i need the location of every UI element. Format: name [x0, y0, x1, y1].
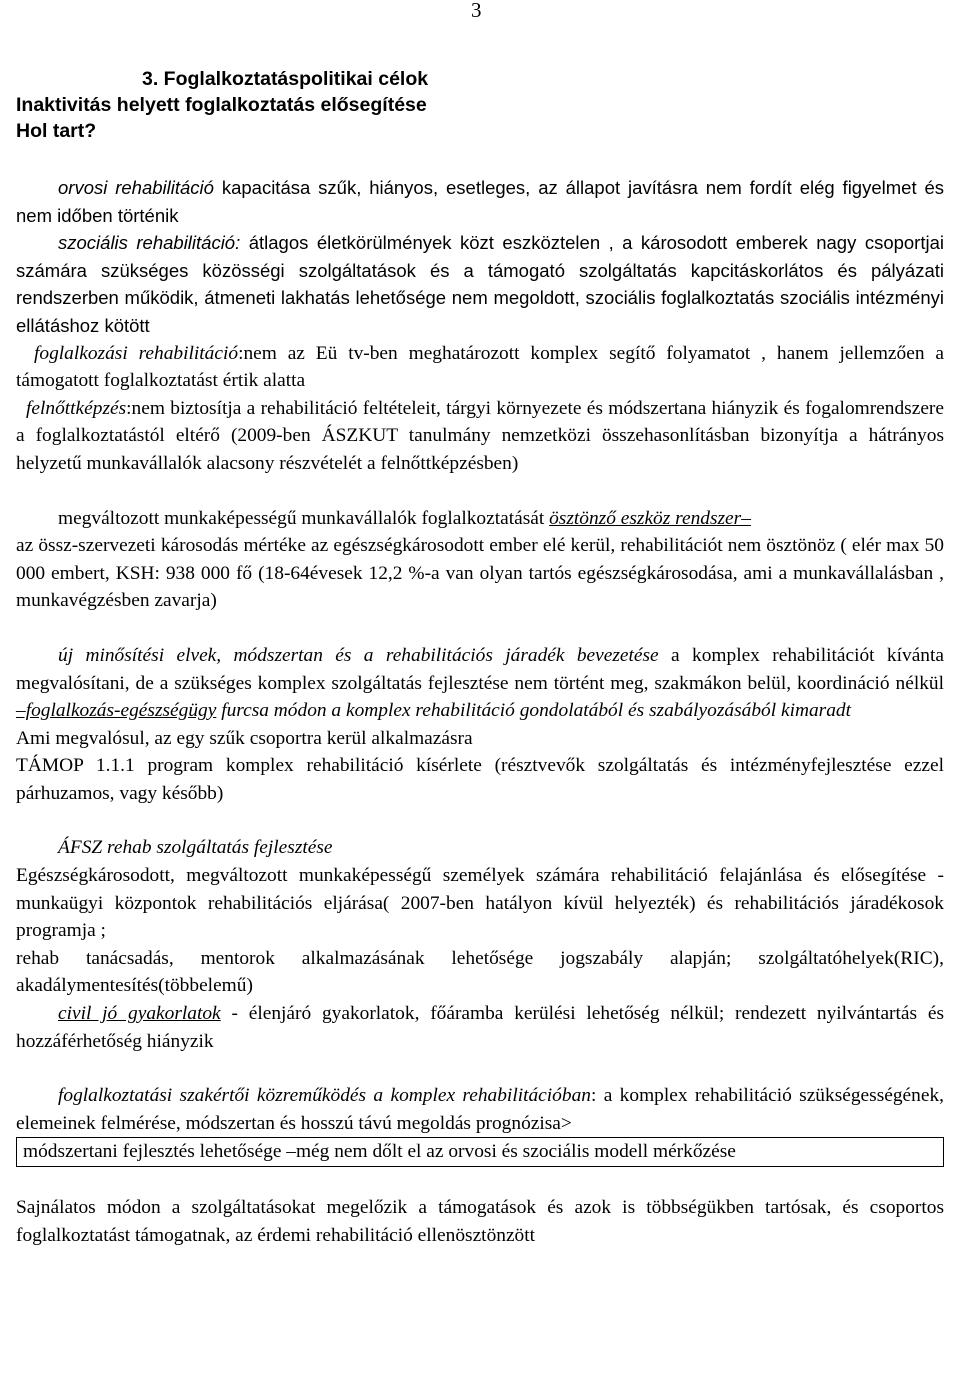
foglalkozas-egeszsegugy-term: –foglalkozás-egészségügy	[16, 700, 217, 722]
felnottkepzes-paragraph: felnőttképzés:nem biztosítja a rehabilitáció feltételeit, tárgyi környezete és módszertana hiányzik és fogalomrendszere a foglalkoztatástól eltérő (2009-ben ÁSZKUT tanulmány nemzetközi összehasonlításban bizonyítja a hátrányos helyzetű munkavállalók alacsony részvételét a felnőttképzésben)	[16, 397, 944, 474]
afsz-text: Egészségkárosodott, megváltozott munkaképességű személyek számára rehabilitáció felajánlása és elősegítése - munkaügyi központok rehabilitációs eljárása( 2007-ben hatályon kívül helyezték) és rehabilitációs járadékosok programja ;	[16, 865, 944, 942]
orvosi-paragraph: orvosi rehabilitáció kapacitása szűk, hiányos, esetleges, az állapot javításra nem fordít elég figyelmet és nem időben történik	[16, 177, 944, 226]
document-body	[16, 66, 944, 1249]
szocialis-paragraph: szociális rehabilitáció: átlagos életkörülmények közt eszköztelen , a károsodott emberek nagy csoportjai számára szükséges közösségi szolgáltatások és a támogató szolgáltatás kapcitáskorlátos és pályázati rendszerben működik, átmeneti lakhatás lehetősége nem megoldott, szociális foglalkoztatás szociális intézményi ellátáshoz kötött	[16, 232, 944, 336]
foglalkozasi-paragraph: foglalkozási rehabilitáció:nem az Eü tv-ben meghatározott komplex segítő folyamatot , hanem jellemzően a támogatott foglalkoztatást értik alatta	[16, 342, 944, 392]
orvosi-term: orvosi rehabilitáció	[58, 177, 214, 198]
closing-paragraph: Sajnálatos módon a szolgáltatásokat megelőzik a támogatások és azok is többségükben tartósak, és csoportos foglalkoztatást támogatnak, az érdemi rehabilitáció ellenösztönzött	[16, 1197, 944, 1246]
section-question: Hol tart?	[16, 120, 97, 142]
osztonzo-term: ösztönző eszköz rendszer–	[549, 507, 751, 529]
afsz-line2: rehab tanácsadás, mentorok alkalmazásának lehetősége jogszabály alapján; szolgáltatóhelyek(RIC), akadálymentesítés(többelemű)	[16, 947, 944, 997]
uj-term: új minősítési elvek, módszertan és a rehabilitációs járadék bevezetése	[58, 644, 659, 666]
felnottkepzes-term: felnőttképzés	[26, 397, 127, 419]
szakertoi-paragraph: foglalkoztatási szakértői közreműködés a komplex rehabilitációban: a komplex rehabilitáció szükségességének, elemeinek felmérése, módszertan és hosszú távú megoldás prognózisa>	[16, 1085, 944, 1134]
szakertoi-term: foglalkoztatási szakértői közreműködés a komplex rehabilitációban	[58, 1085, 591, 1107]
section-subtitle: Inaktivitás helyett foglalkoztatás elősegítése	[16, 94, 427, 116]
section-title: 3. Foglalkoztatáspolitikai célok	[142, 68, 429, 90]
megvaltozott-paragraph: megváltozott munkaképességű munkavállalók foglalkoztatását ösztönző eszköz rendszer– az össz-szervezeti károsodás mértéke az egészségkárosodott ember elé kerül, rehabilitációt nem ösztönöz ( elér max 50 000 embert, KSH: 938 000 fő (18-64évesek 12,2 %-a van olyan tartós egészségkárosodása, ami a munkavállalásban , munkavégzésben zavarja)	[16, 507, 944, 612]
uj-line2: Ami megvalósul, az egy szűk csoportra kerül alkalmazásra	[16, 727, 473, 749]
afsz-title: ÁFSZ rehab szolgáltatás fejlesztése	[58, 837, 333, 859]
foglalkozasi-term: foglalkozási rehabilitáció	[34, 342, 239, 364]
civil-paragraph: civil jó gyakorlatok - élenjáró gyakorlatok, főáramba kerülési lehetőség nélkül; rendezett nyilvántartás és hozzáférhetőség hiányzik	[16, 1003, 944, 1052]
uj-line3: TÁMOP 1.1.1 program komplex rehabilitáció kísérlete (résztvevők szolgáltatás és intézményfejlesztése ezzel párhuzamos, vagy később)	[16, 755, 944, 804]
szocialis-term: szociális rehabilitáció:	[58, 232, 241, 254]
civil-term: civil jó gyakorlatok	[58, 1003, 221, 1025]
page-number: 3	[471, 0, 482, 22]
modszertani-box: módszertani fejlesztés lehetősége –még nem dőlt el az orvosi és szociális modell mérkőzése	[16, 1137, 944, 1167]
uj-paragraph: új minősítési elvek, módszertan és a rehabilitációs járadék bevezetése a komplex rehabilitációt kívánta megvalósítani, de a szükséges komplex szolgáltatás fejlesztése nem történt meg, szakmákon belül, koordináció nélkül –foglalkozás-egészségügy furcsa módon a komplex rehabilitáció gondolatából és szabályozásából kimaradt	[16, 644, 944, 722]
